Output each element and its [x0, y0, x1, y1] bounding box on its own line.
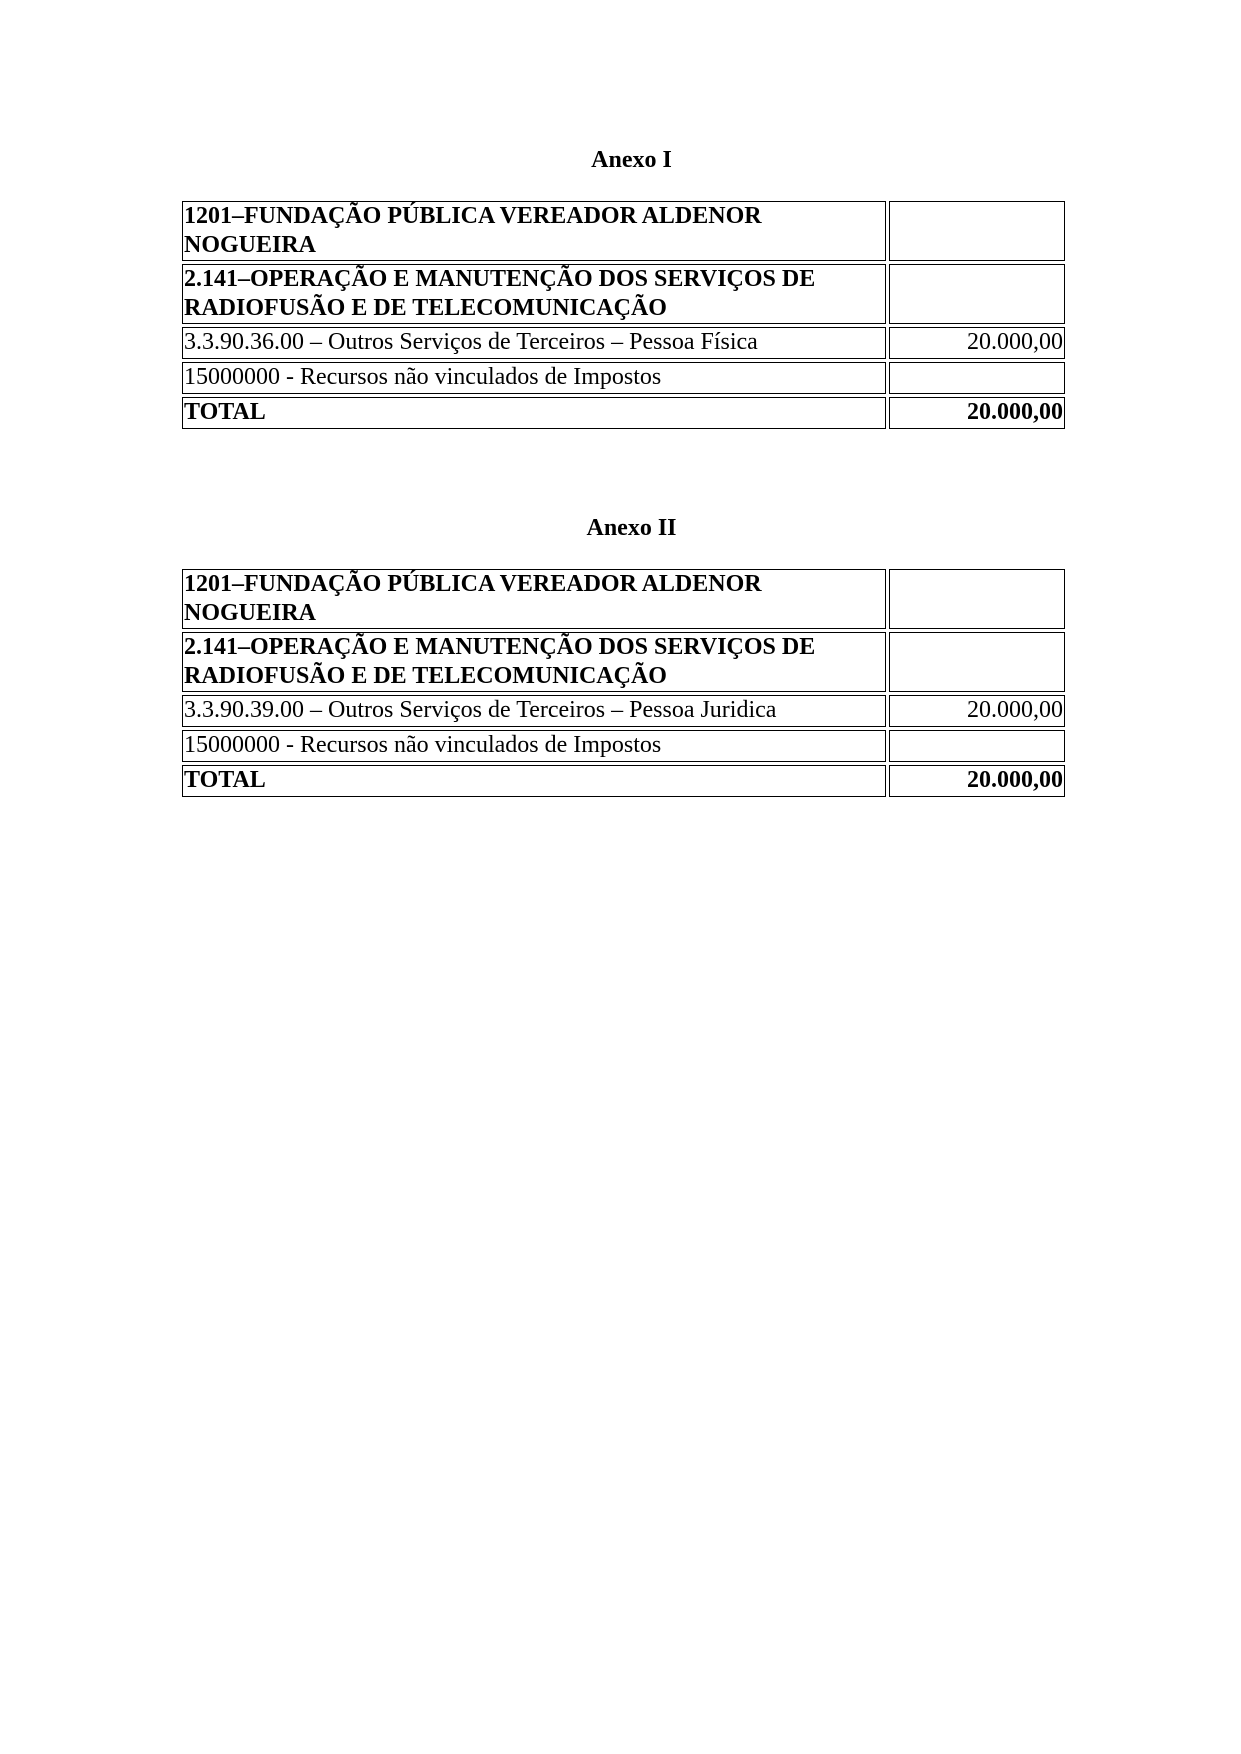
total-value: 20.000,00: [889, 397, 1065, 429]
table-row-unit: [182, 201, 1065, 261]
total-label: TOTAL: [182, 397, 886, 429]
annex-2: [182, 514, 1063, 800]
row-value: [889, 569, 1065, 629]
budget-table: [179, 198, 1068, 432]
table-row-source: [182, 362, 1065, 394]
table-row-action: [182, 264, 1065, 324]
row-value: [889, 730, 1065, 762]
total-label: TOTAL: [182, 765, 886, 797]
annex-1: [182, 146, 1063, 432]
annex-title: Anexo II: [586, 515, 677, 541]
row-value: [889, 201, 1065, 261]
row-value: 20.000,00: [889, 327, 1065, 359]
table-row-total: [182, 765, 1065, 797]
row-value: 20.000,00: [889, 695, 1065, 727]
table-row-unit: [182, 569, 1065, 629]
row-value: [889, 264, 1065, 324]
row-description: 3.3.90.36.00 – Outros Serviços de Terceiros – Pessoa Física: [182, 327, 886, 359]
annex-title: Anexo I: [591, 147, 672, 173]
row-description: 3.3.90.39.00 – Outros Serviços de Terceiros – Pessoa Juridica: [182, 695, 886, 727]
table-row-source: [182, 730, 1065, 762]
row-description: 1201–FUNDAÇÃO PÚBLICA VEREADOR ALDENOR NOGUEIRA: [182, 569, 886, 629]
row-description: 2.141–OPERAÇÃO E MANUTENÇÃO DOS SERVIÇOS DE RADIOFUSÃO E DE TELECOMUNICAÇÃO: [182, 264, 886, 324]
row-value: [889, 362, 1065, 394]
budget-table: [179, 566, 1068, 800]
table-row-total: [182, 397, 1065, 429]
table-row-expense: [182, 327, 1065, 359]
total-value: 20.000,00: [889, 765, 1065, 797]
row-value: [889, 632, 1065, 692]
table-row-action: [182, 632, 1065, 692]
row-description: 15000000 - Recursos não vinculados de Impostos: [182, 730, 886, 762]
row-description: 1201–FUNDAÇÃO PÚBLICA VEREADOR ALDENOR NOGUEIRA: [182, 201, 886, 261]
table-row-expense: [182, 695, 1065, 727]
row-description: 2.141–OPERAÇÃO E MANUTENÇÃO DOS SERVIÇOS DE RADIOFUSÃO E DE TELECOMUNICAÇÃO: [182, 632, 886, 692]
row-description: 15000000 - Recursos não vinculados de Impostos: [182, 362, 886, 394]
